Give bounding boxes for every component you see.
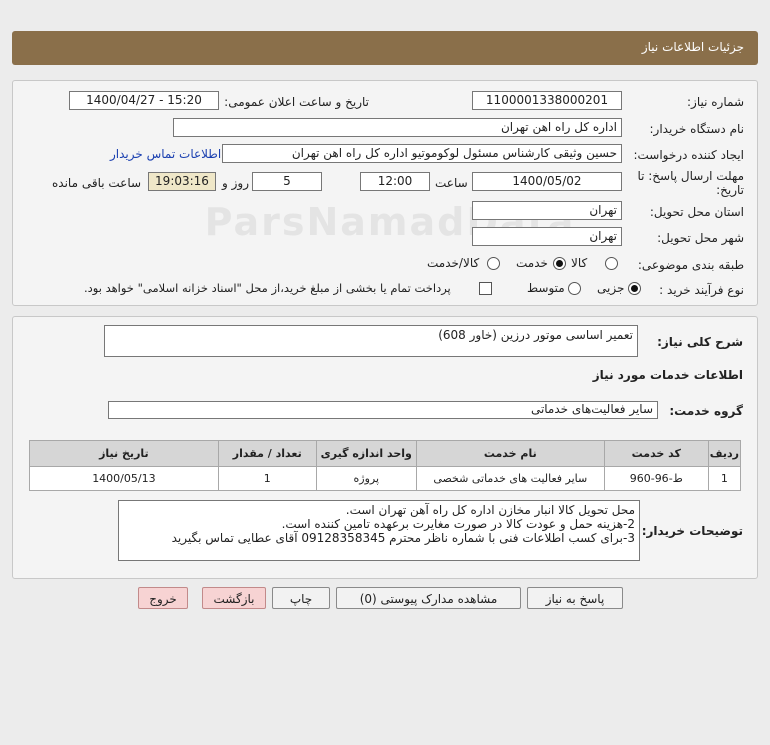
summary-field: تعمیر اساسی موتور درزین (خاور 608) bbox=[104, 325, 638, 357]
cell-code: ط-96-960 bbox=[604, 467, 708, 491]
remaining-time-field: 19:03:16 bbox=[148, 172, 216, 191]
buyer-contact-link[interactable]: اطلاعات تماس خریدار bbox=[110, 147, 222, 161]
table-row bbox=[30, 467, 741, 491]
buyer-notes-label: توضیحات خریدار: bbox=[641, 524, 743, 538]
summary-label: شرح کلی نیاز: bbox=[657, 335, 743, 349]
category-option-goods-service: کالا/خدمت bbox=[427, 256, 480, 270]
deadline-date-field: 1400/05/02 bbox=[472, 172, 622, 191]
buyer-label: نام دستگاه خریدار: bbox=[649, 122, 744, 136]
process-option-medium: متوسط bbox=[527, 281, 565, 295]
buyer-note-line: 3-برای کسب اطلاعات فنی با شماره ناظر محترم 09128358345 آقای عطایی تماس بگیرید bbox=[171, 531, 635, 545]
process-radio-medium[interactable] bbox=[568, 282, 581, 295]
buyer-field: اداره کل راه اهن تهران bbox=[173, 118, 622, 137]
treasury-text: پرداخت تمام یا بخشی از مبلغ خرید،از محل "اسناد خزانه اسلامی" خواهد بود. bbox=[84, 281, 451, 295]
days-field: 5 bbox=[252, 172, 322, 191]
category-option-service: خدمت bbox=[516, 256, 548, 270]
exit-button[interactable]: خروج bbox=[138, 587, 188, 609]
need-number-field: 1100001338000201 bbox=[472, 91, 622, 110]
services-table bbox=[29, 440, 741, 491]
page-title: جزئیات اطلاعات نیاز bbox=[641, 40, 744, 54]
deadline-label-date: تاریخ: bbox=[716, 183, 744, 197]
city-label: شهر محل تحویل: bbox=[657, 231, 744, 245]
remaining-label: ساعت باقی مانده bbox=[52, 176, 142, 190]
service-group-field: سایر فعالیت‌های خدماتی bbox=[108, 401, 658, 419]
announce-label: تاریخ و ساعت اعلان عمومی: bbox=[224, 95, 369, 109]
category-option-goods: کالا bbox=[571, 256, 588, 270]
province-field: تهران bbox=[472, 201, 622, 220]
col-unit: واحد اندازه گیری bbox=[316, 441, 416, 467]
deadline-label: مهلت ارسال پاسخ: تا bbox=[637, 169, 744, 183]
category-radio-goods-service[interactable] bbox=[487, 257, 500, 270]
cell-unit: پروژه bbox=[316, 467, 416, 491]
col-qty: تعداد / مقدار bbox=[218, 441, 316, 467]
buyer-note-line: محل تحویل کالا انبار مخازن اداره کل راه آهن تهران است. bbox=[345, 503, 635, 517]
process-label: نوع فرآیند خرید : bbox=[659, 283, 744, 297]
page-header bbox=[12, 31, 758, 65]
col-code: کد خدمت bbox=[604, 441, 708, 467]
view-documents-button[interactable]: مشاهده مدارک پیوستی (0) bbox=[336, 587, 521, 609]
print-button[interactable]: چاپ bbox=[272, 587, 330, 609]
deadline-time-field: 12:00 bbox=[360, 172, 430, 191]
need-number-label: شماره نیاز: bbox=[687, 95, 744, 109]
col-date: تاریخ نیاز bbox=[30, 441, 219, 467]
col-name: نام خدمت bbox=[416, 441, 604, 467]
category-radio-goods[interactable] bbox=[605, 257, 618, 270]
deadline-time-label: ساعت bbox=[435, 176, 468, 190]
creator-label: ایجاد کننده درخواست: bbox=[633, 148, 744, 162]
category-radio-service[interactable] bbox=[553, 257, 566, 270]
col-row: ردیف bbox=[708, 441, 740, 467]
cell-date: 1400/05/13 bbox=[30, 467, 219, 491]
treasury-checkbox[interactable] bbox=[479, 282, 492, 295]
creator-field: حسین وثیقی کارشناس مسئول لوکوموتیو اداره کل راه اهن تهران bbox=[222, 144, 622, 163]
buyer-note-line: 2-هزینه حمل و عودت کالا در صورت مغایرت برعهده تامین کننده است. bbox=[281, 517, 635, 531]
days-label: روز و bbox=[222, 176, 249, 190]
city-field: تهران bbox=[472, 227, 622, 246]
service-group-label: گروه خدمت: bbox=[669, 404, 743, 418]
back-button[interactable]: بازگشت bbox=[202, 587, 266, 609]
cell-qty: 1 bbox=[218, 467, 316, 491]
province-label: استان محل تحویل: bbox=[649, 205, 744, 219]
reply-button[interactable]: پاسخ به نیاز bbox=[527, 587, 623, 609]
cell-name: سایر فعالیت های خدماتی شخصی bbox=[416, 467, 604, 491]
announce-field: 1400/04/27 - 15:20 bbox=[69, 91, 219, 110]
table-header-row bbox=[30, 441, 741, 467]
general-info-panel bbox=[12, 80, 758, 306]
services-heading: اطلاعات خدمات مورد نیاز bbox=[592, 368, 743, 382]
buyer-notes-field bbox=[118, 500, 640, 561]
category-label: طبقه بندی موضوعی: bbox=[637, 258, 744, 272]
cell-row: 1 bbox=[708, 467, 740, 491]
process-option-minor: جزیی bbox=[597, 281, 625, 295]
process-radio-minor[interactable] bbox=[628, 282, 641, 295]
